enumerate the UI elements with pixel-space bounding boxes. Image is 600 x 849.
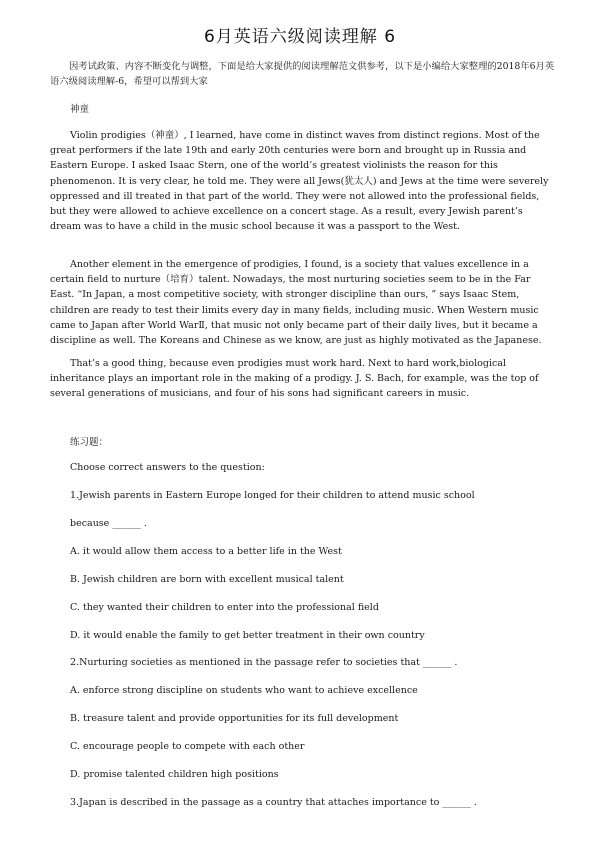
passage-subheading: 神童	[70, 104, 90, 115]
question-1-option-a: A. it would allow them access to a better life in the West	[70, 546, 342, 557]
page-title: 6月英语六级阅读理解 6	[203, 27, 397, 47]
question-1-option-b: B. Jewish children are born with excellent musical talent	[70, 574, 344, 585]
passage-paragraph-2: Another element in the emergence of prodigies, I found, is a society that values excellence in a certain field to nurture（培育）talent. Nowadays, the most nurturing societies seem to be in the Far East. “In Japan, a most competitive society, with stronger discipline than ours, ” says Isaac Stem, children are ready to test their limits every day in many fields, including music. When Western music came to Japan after World WarⅡ, that music not only became part of their daily lives, but it became a discipline as well. The Koreans and Chinese as we know, are just as highly motivated as the Japanese.	[50, 259, 542, 347]
question-1-stem-continued: because ______ .	[70, 518, 147, 529]
question-1-option-d: D. it would enable the family to get better treatment in their own country	[70, 630, 425, 641]
question-2-option-a: A. enforce strong discipline on students who want to achieve excellence	[70, 685, 418, 696]
question-2-option-b: B. treasure talent and provide opportunities for its full development	[70, 713, 399, 724]
intro-paragraph: 因考试政策、内容不断变化与调整，下面是给大家提供的阅读理解范文供参考，以下是小编给大家整理的2018年6月英语六级阅读理解-6，希望可以帮到大家	[50, 61, 555, 87]
question-2-stem: 2.Nurturing societies as mentioned in the passage refer to societies that ______ .	[70, 657, 458, 668]
exercise-label: 练习题：	[70, 437, 109, 448]
question-2-option-d: D. promise talented children high positions	[70, 769, 279, 780]
question-1-stem: 1.Jewish parents in Eastern Europe longed for their children to attend music school	[70, 490, 475, 501]
question-2-option-c: C. encourage people to compete with each other	[70, 741, 305, 752]
question-1-option-c: C. they wanted their children to enter into the professional field	[70, 602, 379, 613]
question-3-stem: 3.Japan is described in the passage as a country that attaches importance to ______ .	[70, 797, 477, 808]
passage-paragraph-1: Violin prodigies（神童）, I learned, have come in distinct waves from distinct regions. Most of the great performers if the late 19th and early 20th centuries were born and brought up in Russia and Eastern Europe. I asked Isaac Stern, one of the world’s greatest violinists the reason for this phenomenon. It is very clear, he told me. They were all Jews(犹太人) and Jews at the time were severely oppressed and ill treated in that part of the world. They were not allowed into the professional fields, but they were allowed to achieve excellence on a concert stage. As a result, every Jewish parent’s dream was to have a child in the music school because it was a passport to the West.	[50, 130, 549, 233]
passage-paragraph-3: That’s a good thing, because even prodigies must work hard. Next to hard work,biological inheritance plays an important role in the making of a prodigy. J. S. Bach, for example, was the top of several generations of musicians, and four of his sons had significant careers in music.	[50, 358, 539, 400]
exercise-instruction: Choose correct answers to the question:	[70, 462, 265, 473]
